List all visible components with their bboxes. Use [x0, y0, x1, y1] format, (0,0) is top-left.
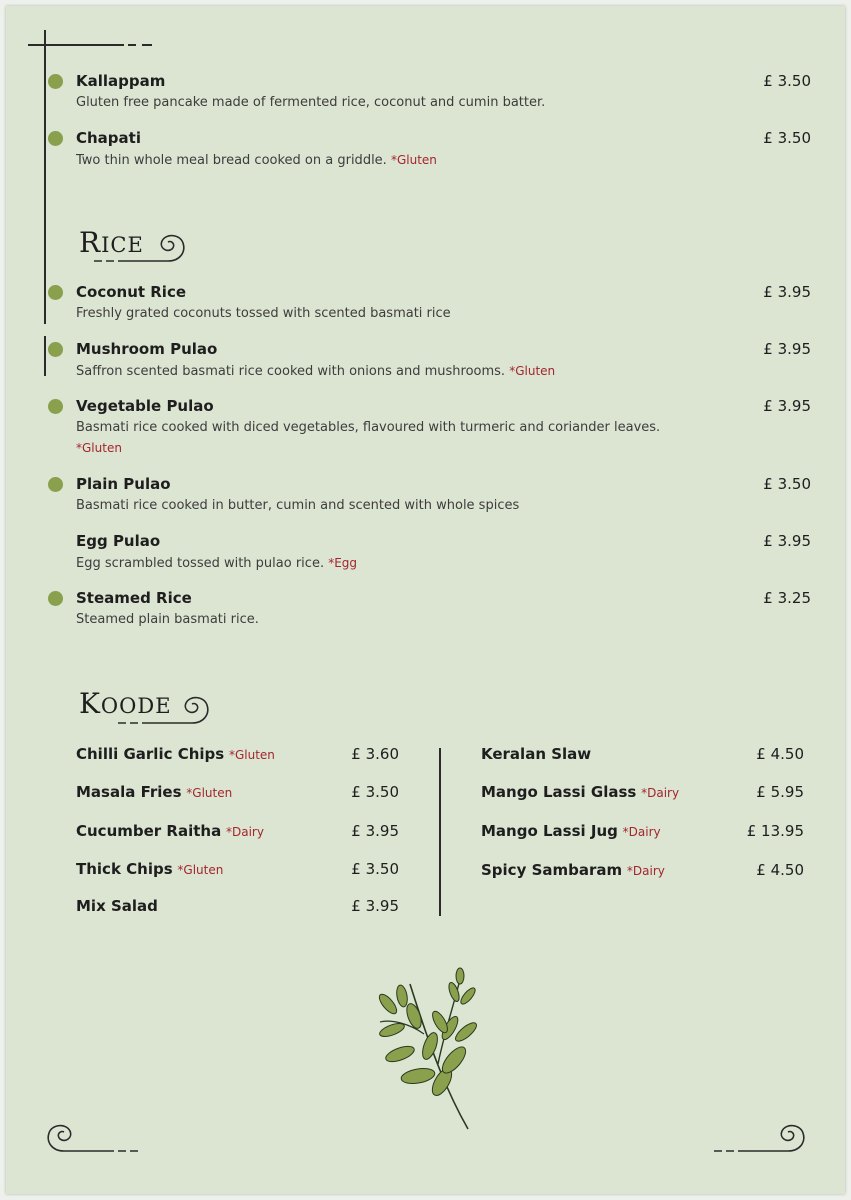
item-price: £ 3.50 — [351, 860, 399, 878]
frame-top-dash — [128, 44, 136, 46]
side-item — [481, 822, 804, 840]
frame-top-dash — [142, 44, 152, 46]
item-price: £ 3.50 — [351, 783, 399, 801]
side-item — [76, 860, 399, 878]
menu-item — [76, 475, 811, 516]
item-price: £ 13.95 — [746, 822, 804, 840]
item-name: Plain Pulao — [76, 475, 171, 493]
side-item — [76, 745, 399, 763]
dot-icon — [48, 342, 63, 357]
menu-item — [76, 283, 811, 324]
item-name: Steamed Rice — [76, 589, 192, 607]
item-price: £ 4.50 — [756, 861, 804, 879]
item-price: £ 3.95 — [351, 897, 399, 915]
swirl-icon — [114, 686, 214, 728]
menu-item — [76, 532, 811, 574]
item-desc: Egg scrambled tossed with pulao rice. *Egg — [76, 556, 358, 571]
dot-icon — [48, 477, 63, 492]
item-desc: Gluten free pancake made of fermented rice, coconut and cumin batter. — [76, 95, 546, 110]
item-desc: Two thin whole meal bread cooked on a griddle. *Gluten — [76, 153, 437, 168]
allergen-tag: *Gluten — [228, 748, 275, 762]
allergen-tag: *Dairy — [626, 864, 665, 878]
menu-item — [76, 397, 811, 459]
item-name: Kallappam — [76, 72, 166, 90]
allergen-tag: *Dairy — [225, 825, 264, 839]
item-price: £ 3.60 — [351, 745, 399, 763]
item-price: £ 3.95 — [763, 340, 811, 358]
item-name: Mix Salad — [76, 897, 158, 915]
item-price: £ 3.95 — [351, 822, 399, 840]
item-price: £ 3.25 — [763, 589, 811, 607]
dot-icon — [48, 399, 63, 414]
side-item — [76, 783, 399, 801]
allergen-tag: *Gluten — [177, 863, 224, 877]
item-desc: Freshly grated coconuts tossed with scented basmati rice — [76, 306, 451, 321]
item-price: £ 3.95 — [763, 283, 811, 301]
item-name: Keralan Slaw — [481, 745, 592, 763]
frame-top-line — [28, 44, 124, 46]
dot-icon — [48, 285, 63, 300]
item-name: Spicy Sambaram — [481, 861, 623, 879]
item-desc: Saffron scented basmati rice cooked with onions and mushrooms. *Gluten — [76, 364, 556, 379]
item-name: Vegetable Pulao — [76, 397, 214, 415]
swirl-icon — [42, 1114, 142, 1156]
section-title-rice: RICE — [79, 226, 144, 259]
dot-icon — [48, 74, 63, 89]
menu-item — [76, 129, 811, 171]
item-name: Mango Lassi Jug — [481, 822, 618, 840]
item-name: Mushroom Pulao — [76, 340, 218, 358]
side-item — [76, 822, 399, 840]
item-desc: Basmati rice cooked with diced vegetables, flavoured with turmeric and coriander leaves. *Gluten — [76, 420, 661, 455]
item-desc: Steamed plain basmati rice. — [76, 612, 259, 627]
allergen-tag: *Gluten — [390, 153, 437, 167]
frame-left-line — [44, 30, 46, 324]
item-price: £ 3.50 — [763, 475, 811, 493]
item-name: Coconut Rice — [76, 283, 187, 301]
side-item — [76, 897, 399, 915]
item-desc: Basmati rice cooked in butter, cumin and scented with whole spices — [76, 498, 520, 513]
item-price: £ 3.50 — [763, 129, 811, 147]
allergen-tag: *Gluten — [509, 364, 556, 378]
menu-item — [76, 72, 811, 113]
leaf-branch-icon — [370, 964, 490, 1134]
item-name: Masala Fries — [76, 783, 182, 801]
allergen-tag: *Egg — [328, 556, 358, 570]
item-price: £ 5.95 — [756, 783, 804, 801]
item-price: £ 3.50 — [763, 72, 811, 90]
section-title-koode: KOODE — [79, 687, 172, 720]
item-price: £ 3.95 — [763, 397, 811, 415]
swirl-icon — [90, 224, 190, 266]
column-divider — [439, 748, 441, 916]
dot-icon — [48, 131, 63, 146]
item-price: £ 4.50 — [756, 745, 804, 763]
swirl-icon — [710, 1114, 810, 1156]
item-price: £ 3.95 — [763, 532, 811, 550]
item-name: Thick Chips — [76, 860, 173, 878]
item-name: Chilli Garlic Chips — [76, 745, 225, 763]
allergen-tag: *Dairy — [622, 825, 661, 839]
dot-icon — [48, 591, 63, 606]
allergen-tag: *Gluten — [186, 786, 233, 800]
menu-item — [76, 589, 811, 630]
item-name: Mango Lassi Glass — [481, 783, 637, 801]
side-item — [481, 783, 804, 801]
item-name: Egg Pulao — [76, 532, 161, 550]
item-name: Chapati — [76, 129, 141, 147]
side-item — [481, 745, 804, 763]
frame-left-dash — [44, 336, 46, 376]
allergen-tag: *Gluten — [76, 441, 122, 455]
side-item — [481, 861, 804, 879]
menu-item — [76, 340, 811, 382]
item-name: Cucumber Raitha — [76, 822, 222, 840]
menu-page — [6, 6, 845, 1194]
allergen-tag: *Dairy — [641, 786, 680, 800]
